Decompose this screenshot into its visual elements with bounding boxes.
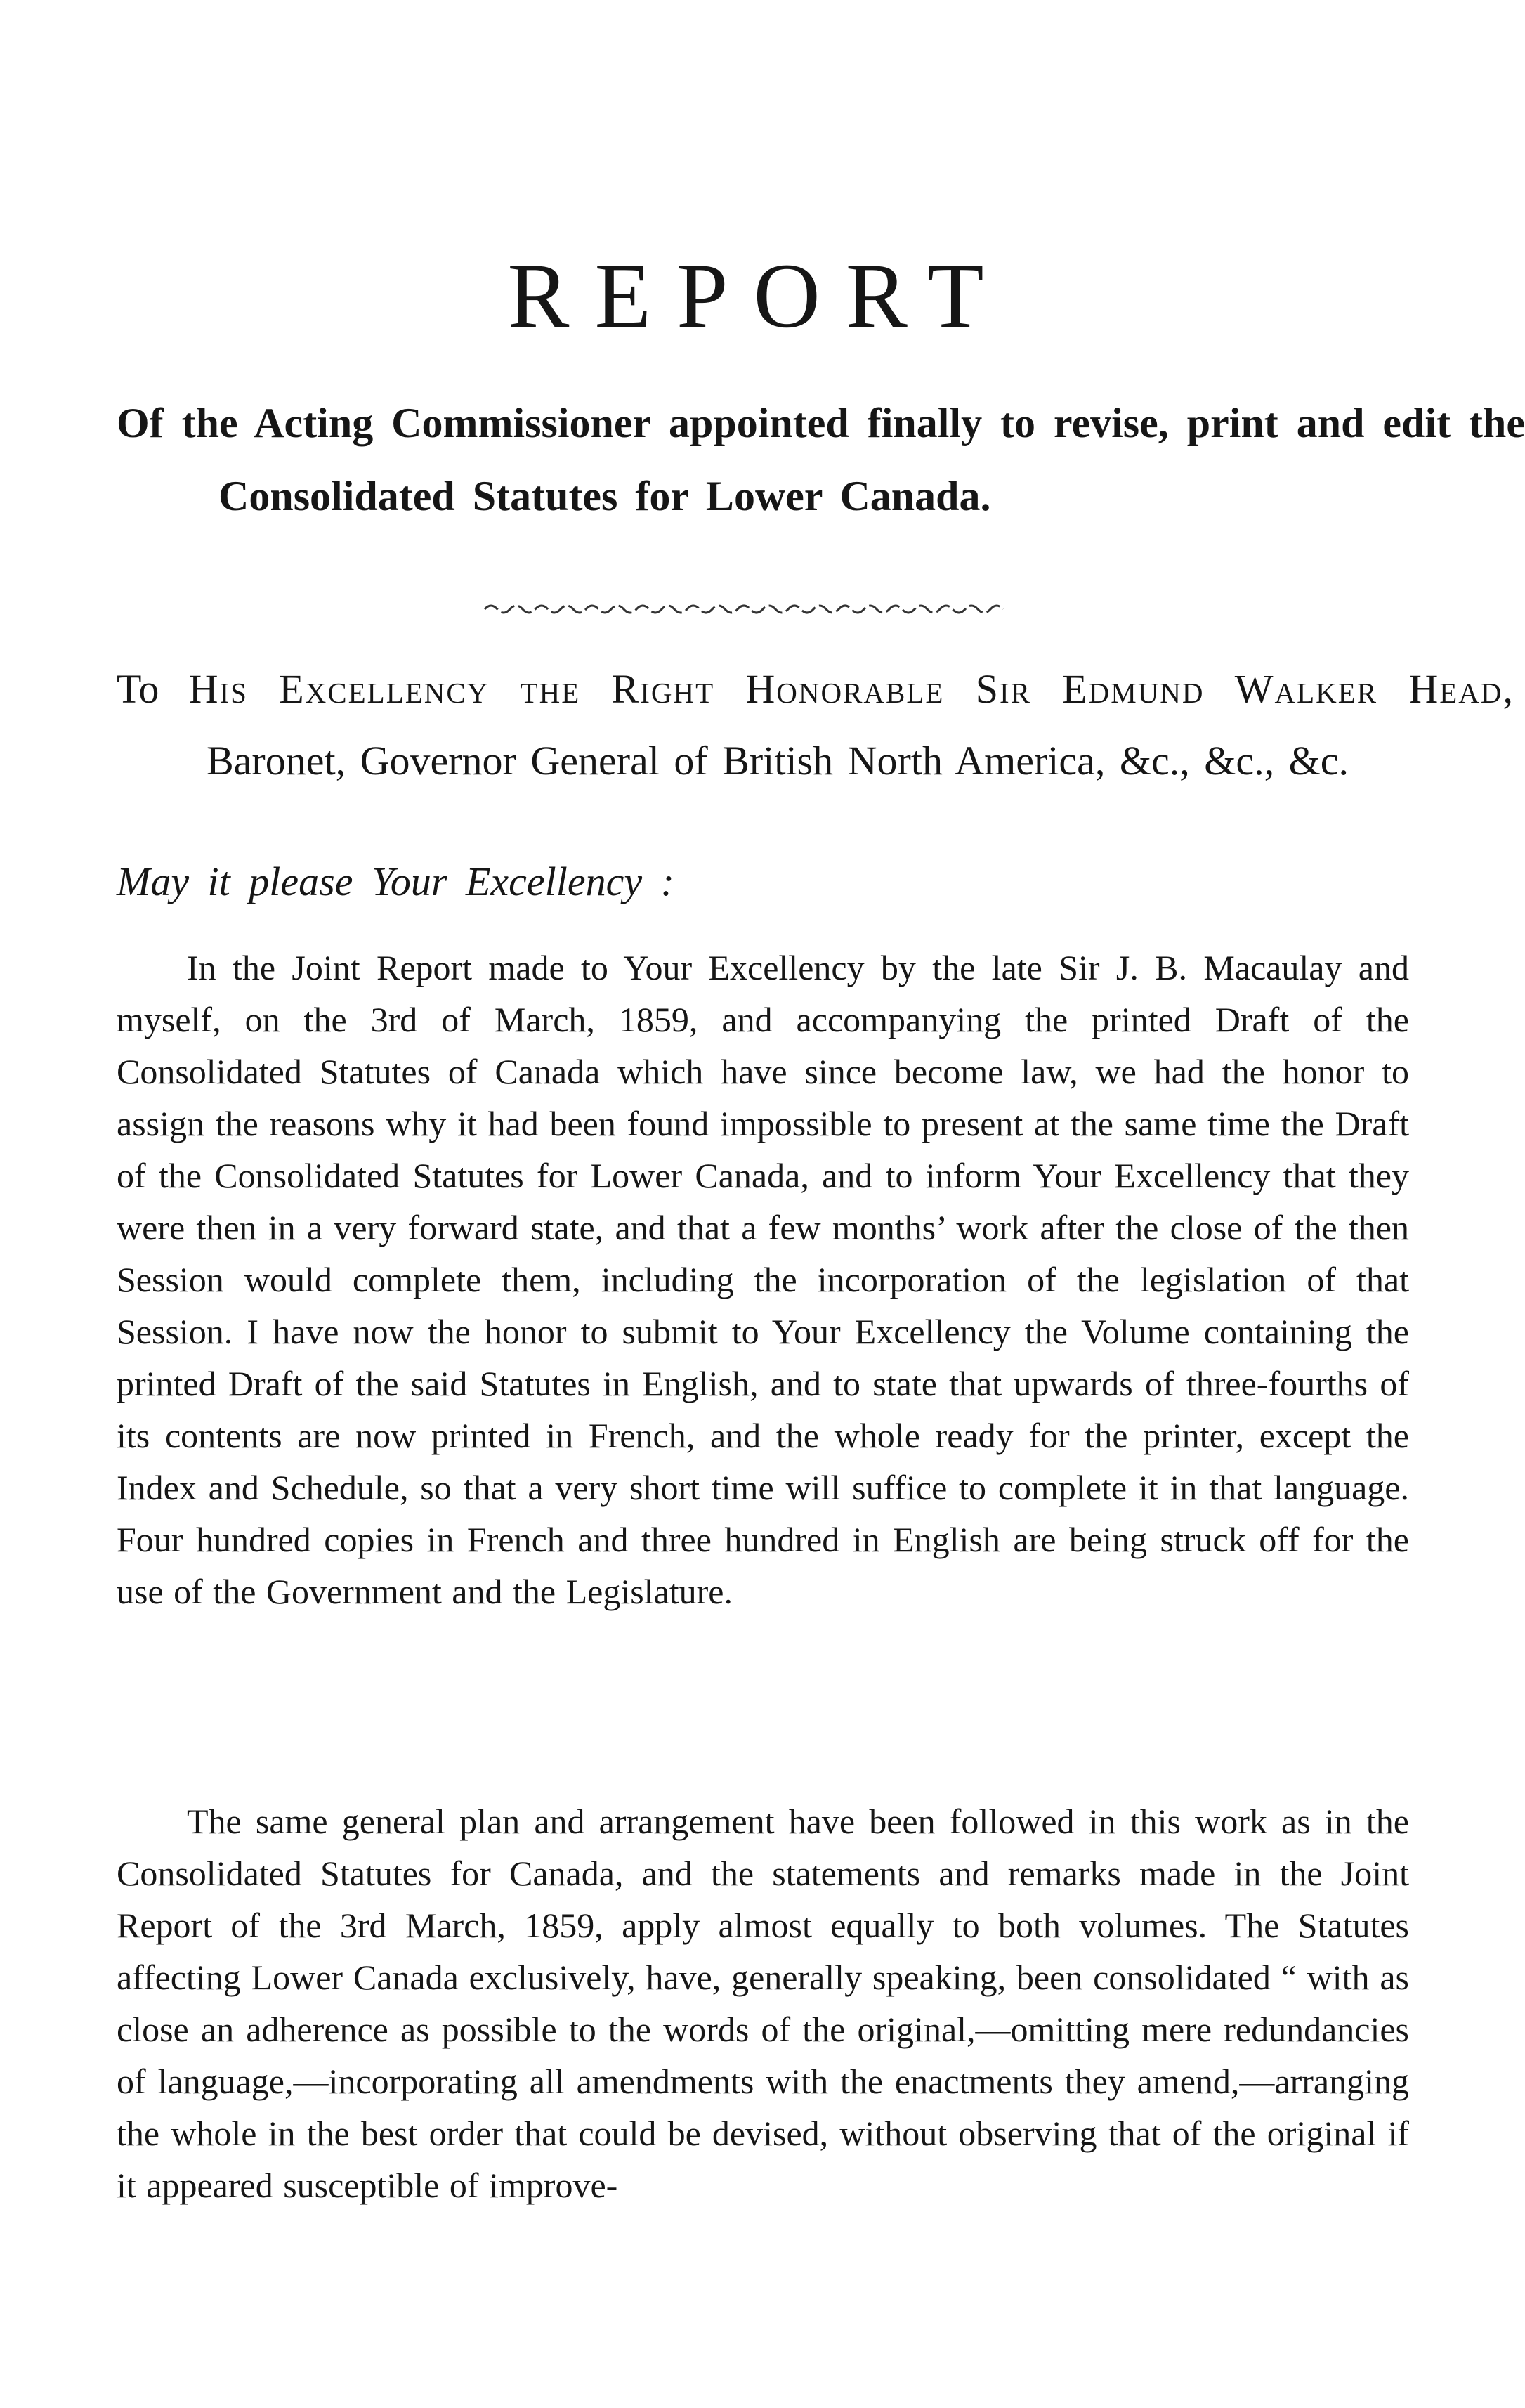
ornamental-wavy-rule — [485, 601, 1004, 618]
report-title: REPORT — [507, 244, 1009, 347]
salutation: May it please Your Excellency : — [117, 859, 674, 904]
report-subtitle: Of the Acting Commissioner appointed finally to revise, print and edit the Consolidated Statutes for Lower Canada. — [117, 400, 1525, 519]
body-paragraph-1: In the Joint Report made to Your Excellency by the late Sir J. B. Macaulay and myself, on the 3rd of March, 1859, and accompanying the printed Draft of the Consolidated Statutes of Canada which have since become law, we had the honor to assign the reasons why it had been found impossible to present at the same time the Draft of the Consolidated Statutes for Lower Canada, and to inform Your Excellency that they were then in a very forward state, and that a few months’ work after the close of the then Session would complete them, including the incorporation of the legislation of that Session. I have now the honor to submit to Your Excellency the Volume containing the printed Draft of the said Statutes in English, and to state that upwards of three-fourths of its contents are now printed in French, and the whole ready for the printer, except the Index and Schedule, so that a very short time will suffice to complete it in that language. Four hundred copies in French and three hundred in English are being struck off for the use of the Government and the Legislature. — [117, 948, 1409, 1611]
address-line — [117, 653, 1513, 797]
body-paragraph-2: The same general plan and arrangement have been followed in this work as in the Consolidated Statutes for Canada, and the statements and remarks made in the Joint Report of the 3rd March, 1859, apply almost equally to both volumes. The Statutes affecting Lower Canada exclusively, have, generally speaking, been consolidated “ with as close an adherence as possible to the words of the original,—omitting mere redundancies of language,—incorporating all amendments with the enactments they amend,—arranging the whole in the best order that could be devised, without observing that of the original if it appeared susceptible of improve- — [117, 1802, 1409, 2205]
address-rest: , Baronet, Governor General of British North America, &c., &c., &c. — [207, 666, 1514, 783]
address-to: To — [117, 666, 159, 712]
address-recipient: His Excellency the Right Honorable Sir Edmund Walker Head — [188, 666, 1503, 712]
